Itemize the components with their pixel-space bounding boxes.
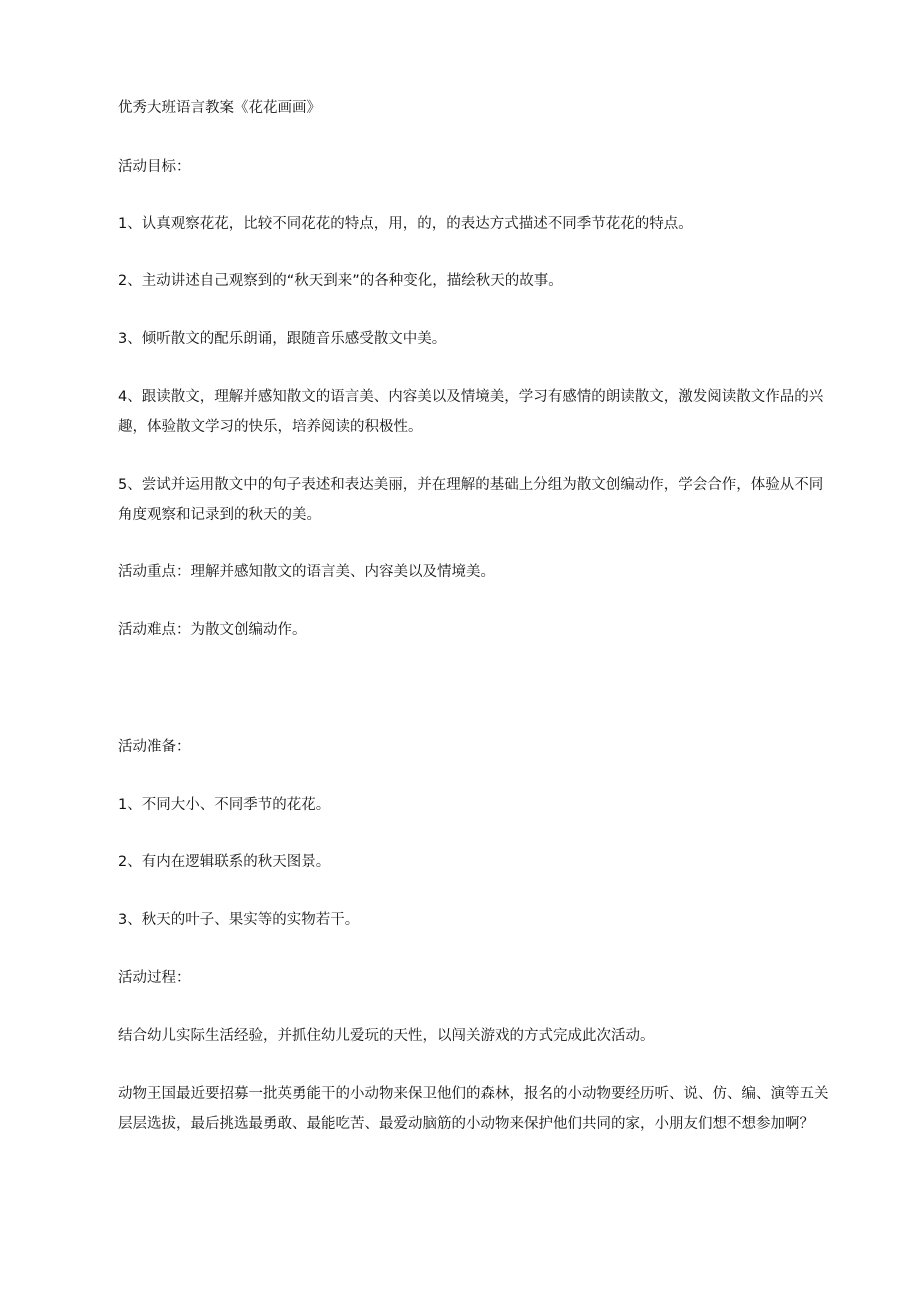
goal-item-3: 3、倾听散文的配乐朗诵，跟随音乐感受散文中美。 [118,331,447,347]
goals-heading: 活动目标： [118,159,191,175]
prep-heading: 活动准备： [118,739,191,755]
document-title: 优秀大班语言教案《花花画画》 [118,100,321,116]
goal-item-5: 5、尝试并运用散文中的句子表述和表达美丽，并在理解的基础上分组为散文创编动作，学会合作，体验从不同角度观察和记录到的秋天的美。 [118,477,824,523]
goal-item-1: 1、认真观察花花，比较不同花花的特点，用，的，的表达方式描述不同季节花花的特点。 [118,216,693,232]
prep-item-3: 3、秋天的叶子、果实等的实物若干。 [118,912,360,928]
process-story: 动物王国最近要招募一批英勇能干的小动物来保卫他们的森林，报名的小动物要经历听、说、仿、编、演等五关层层选拔，最后挑选最勇敢、最能吃苦、最爱动脑筋的小动物来保护他们共同的家，小朋友们想不想参加啊？ [118,1086,829,1132]
process-intro: 结合幼儿实际生活经验，并抓住幼儿爱玩的天性，以闯关游戏的方式完成此次活动。 [118,1028,655,1044]
goal-item-4: 4、跟读散文，理解并感知散文的语言美、内容美以及情境美，学习有感情的朗读散文，激发阅读散文作品的兴趣，体验散文学习的快乐，培养阅读的积极性。 [118,389,824,435]
goal-item-2: 2、主动讲述自己观察到的“秋天到来”的各种变化，描绘秋天的故事。 [118,273,563,289]
prep-item-1: 1、不同大小、不同季节的花花。 [118,797,331,813]
prep-item-2: 2、有内在逻辑联系的秋天图景。 [118,854,331,870]
process-heading: 活动过程： [118,970,191,986]
difficulty: 活动难点：为散文创编动作。 [118,622,307,638]
key-point: 活动重点：理解并感知散文的语言美、内容美以及情境美。 [118,564,495,580]
